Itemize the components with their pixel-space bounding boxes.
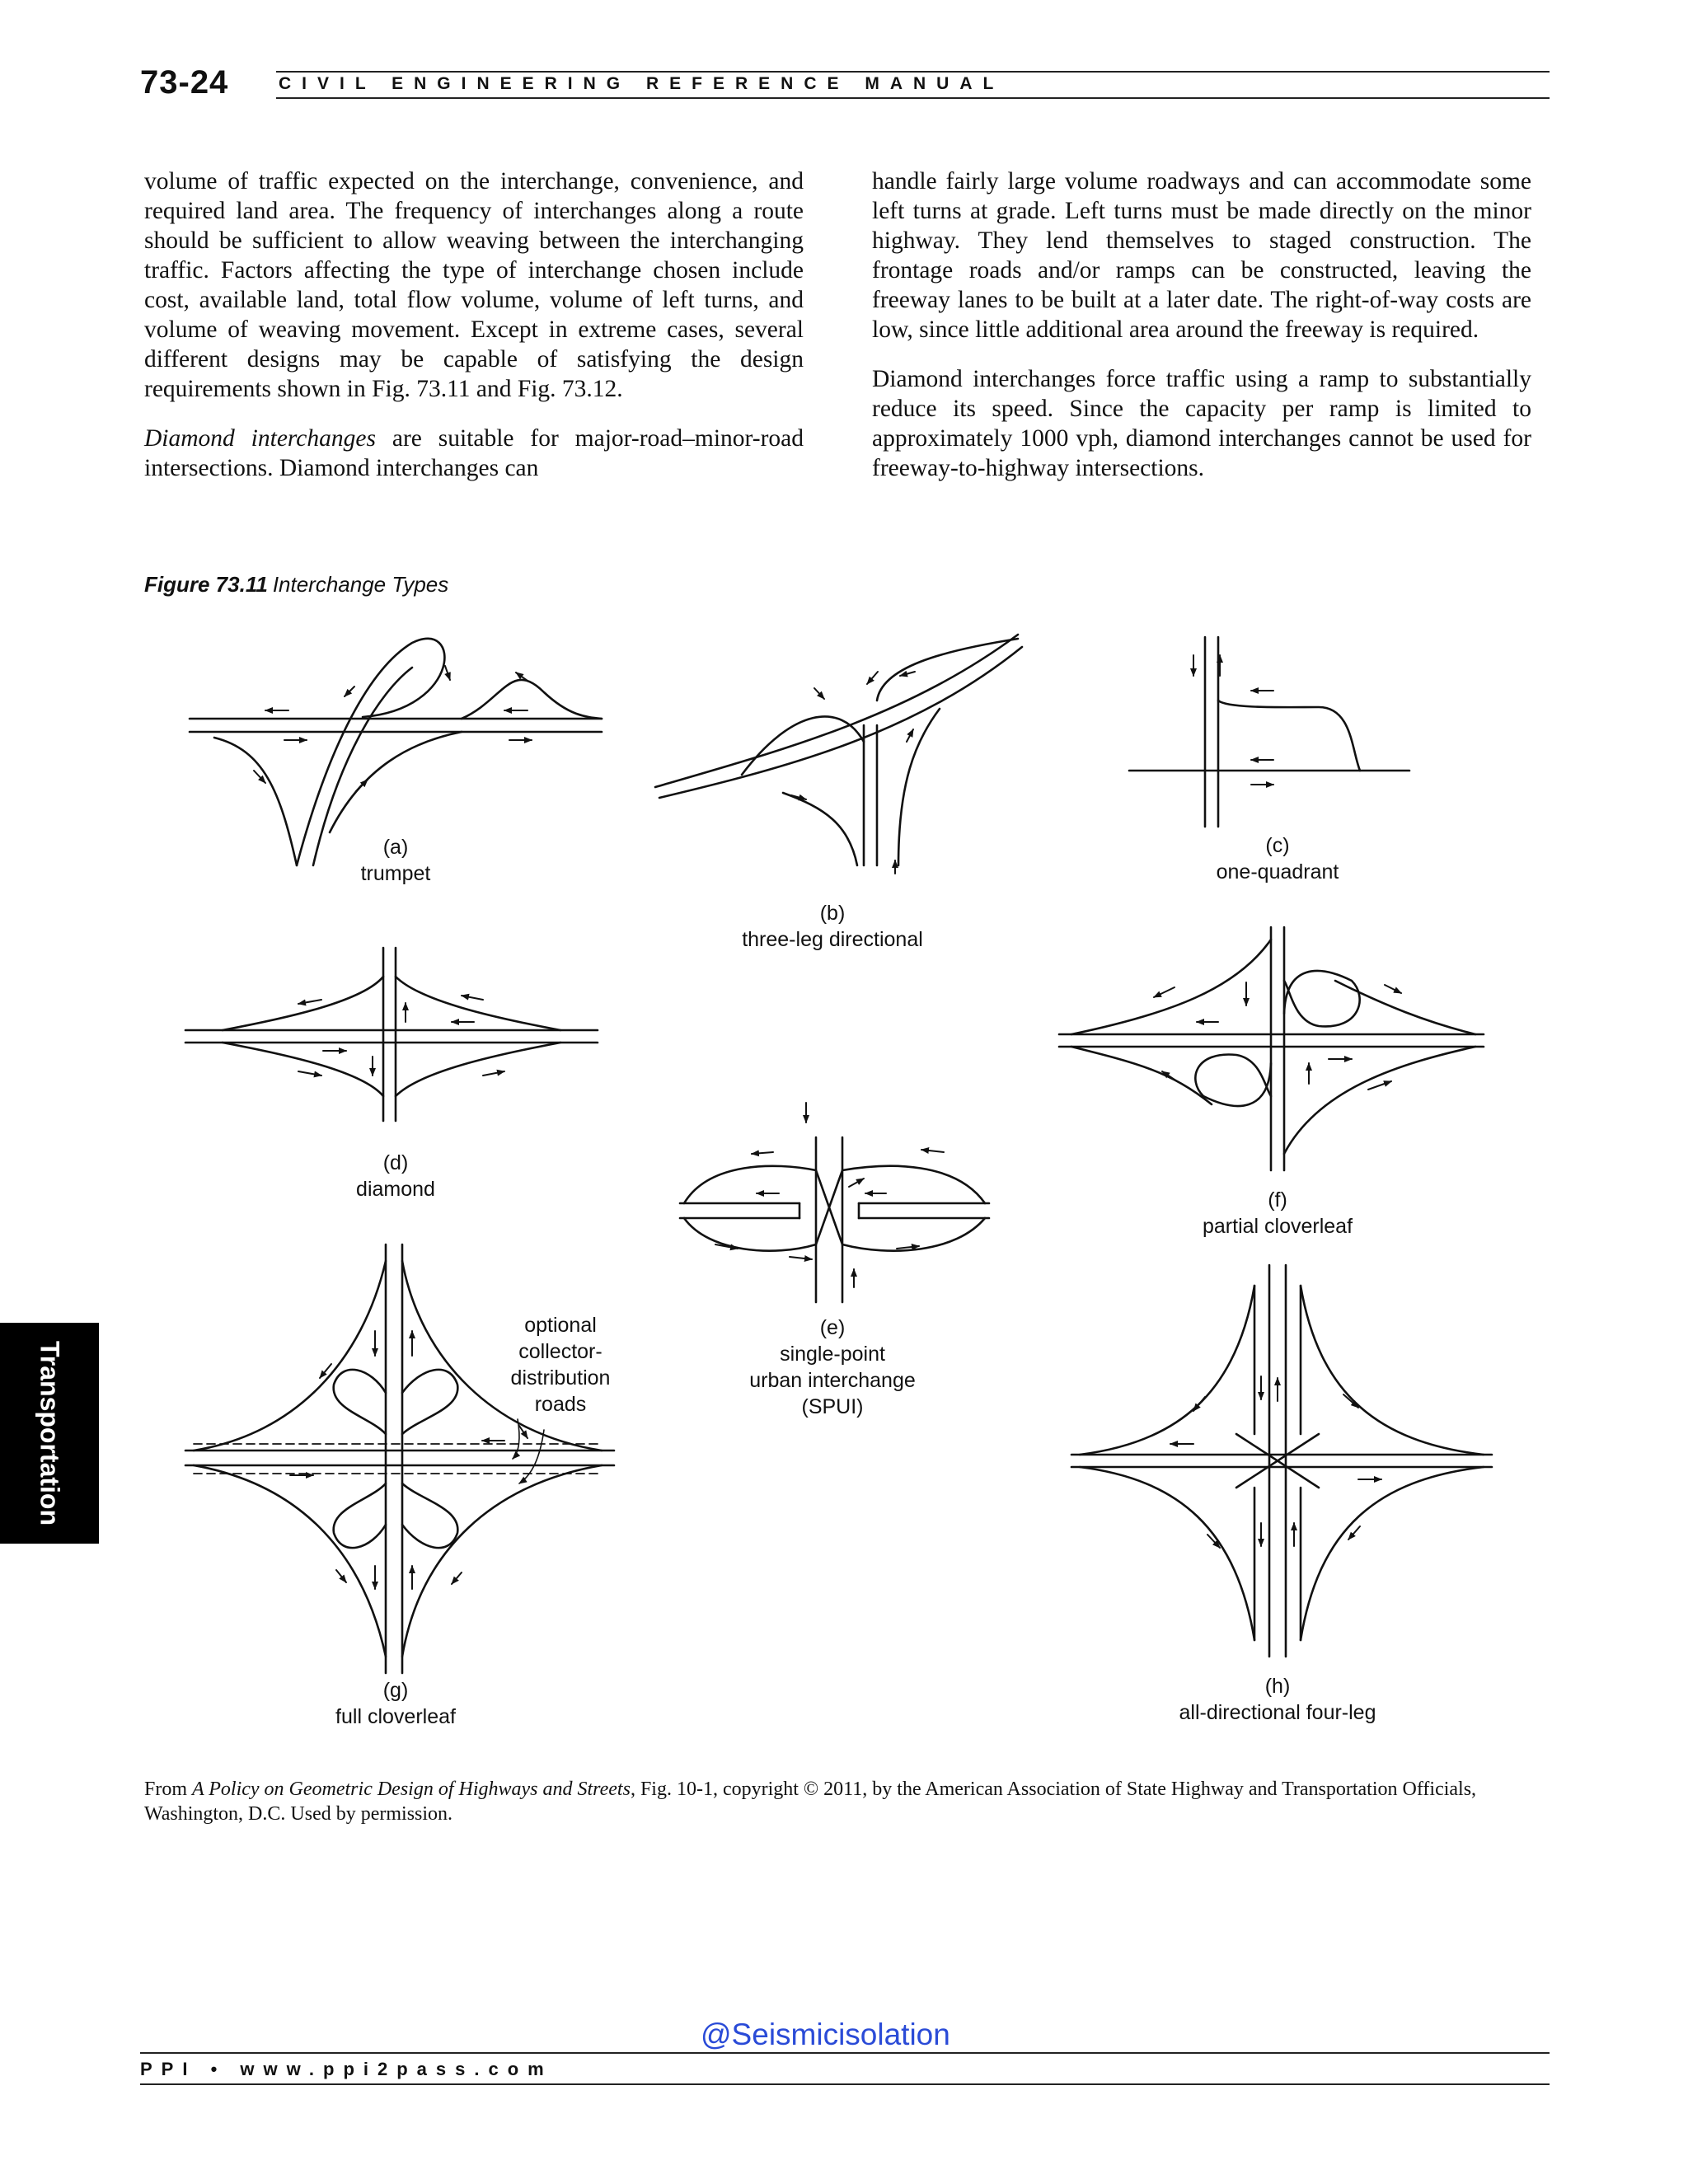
panel-letter: (c) xyxy=(1265,834,1290,857)
side-tab-label: Transportation xyxy=(35,1340,65,1526)
panel-name: trumpet xyxy=(360,862,431,885)
panel-letter: (e) xyxy=(819,1316,846,1339)
panel-label-f xyxy=(1154,1187,1401,1240)
panel-name: diamond xyxy=(356,1178,435,1201)
three-leg-directional-diagram xyxy=(655,635,1022,874)
credit-source-title: A Policy on Geometric Design of Highways and Streets xyxy=(192,1779,631,1800)
panel-name: all-directional four-leg xyxy=(1179,1701,1376,1724)
panel-label-d xyxy=(313,1150,478,1202)
panel-label-h xyxy=(1146,1673,1409,1726)
paragraph: Diamond interchanges force traffic using a ramp to substantially reduce its speed. Since the capacity per ramp is limited to approximately 1000 vph, diamond interchanges cannot be used for freeway-to-highway intersections. xyxy=(872,366,1531,481)
trumpet-diagram xyxy=(190,639,602,865)
paragraph-text: are suitable for major-road–minor-road intersections. Diamond interchanges can xyxy=(144,425,804,481)
panel-letter: (f) xyxy=(1268,1188,1287,1212)
panel-name-line2: urban interchange xyxy=(749,1369,916,1392)
annotation-line: roads xyxy=(534,1393,587,1416)
panel-name: one-quadrant xyxy=(1216,860,1339,883)
panel-label-a xyxy=(313,834,478,887)
manual-title: CIVIL ENGINEERING REFERENCE MANUAL xyxy=(279,74,1005,93)
collector-distribution-annotation xyxy=(486,1312,635,1418)
panel-label-e xyxy=(725,1315,940,1420)
panel-name-line3: (SPUI) xyxy=(801,1395,864,1418)
partial-cloverleaf-diagram xyxy=(1059,927,1484,1170)
panel-letter: (g) xyxy=(382,1679,409,1702)
panel-letter: (a) xyxy=(382,836,409,859)
term-diamond-interchanges: Diamond interchanges xyxy=(144,425,376,452)
watermark: @Seismicisolation xyxy=(701,2018,950,2051)
spui-diagram xyxy=(680,1103,989,1302)
panel-letter: (b) xyxy=(819,902,846,925)
panel-name: full cloverleaf xyxy=(335,1705,456,1728)
figure-credit xyxy=(144,1777,1554,1826)
panel-name: three-leg directional xyxy=(742,928,923,951)
footer-rule xyxy=(140,2052,1550,2054)
full-cloverleaf-diagram xyxy=(185,1244,614,1673)
figure-number: Figure 73.11 xyxy=(144,572,268,597)
publisher-line: PPI • www.ppi2pass.com xyxy=(140,2059,553,2079)
one-quadrant-diagram xyxy=(1129,637,1409,827)
panel-label-g xyxy=(297,1677,495,1730)
credit-suffix: , Fig. 10-1, copyright © 2011, by the American Association of State Highway and Transportation Officials, Washington, D.C. Used by permission. xyxy=(144,1779,1477,1825)
annotation-line: optional xyxy=(524,1314,597,1337)
panel-letter: (d) xyxy=(382,1151,409,1174)
panel-name-line1: single-point xyxy=(780,1343,885,1366)
running-footer xyxy=(140,2052,1550,2093)
credit-prefix: From xyxy=(144,1779,193,1800)
paragraph: volume of traffic expected on the interchange, convenience, and required land area. The frequency of interchanges along a route should be sufficient to allow weaving between the interchanging traffic. Factors affecting the type of interchange chosen include cost, available land, total flow volume, volume of left turns, and volume of weaving movement. Except in extreme cases, several different designs may be capable of satisfying the design requirements shown in Fig. 73.11 and Fig. 73.12. xyxy=(144,168,804,402)
panel-label-c xyxy=(1179,832,1376,885)
footer-rule xyxy=(140,2083,1550,2085)
panel-label-b xyxy=(709,900,956,953)
page-number: 73-24 xyxy=(140,64,229,101)
annotation-line: distribution xyxy=(510,1366,611,1390)
panel-name: partial cloverleaf xyxy=(1202,1215,1353,1238)
annotation-line: collector- xyxy=(518,1340,603,1363)
figure-title: Interchange Types xyxy=(272,572,449,597)
diamond-diagram xyxy=(185,948,598,1121)
all-directional-four-leg-diagram xyxy=(1071,1265,1492,1657)
panel-letter: (h) xyxy=(1264,1675,1291,1698)
paragraph: handle fairly large volume roadways and can accommodate some left turns at grade. Left turns must be made directly on the minor highway. They lend themselves to staged construction. The frontage roads and/or ramps can be constructed, leaving the freeway lanes to be built at a later date. The right-of-way costs are low, since little additional area around the freeway is required. xyxy=(872,168,1531,343)
section-side-tab xyxy=(0,1323,99,1544)
